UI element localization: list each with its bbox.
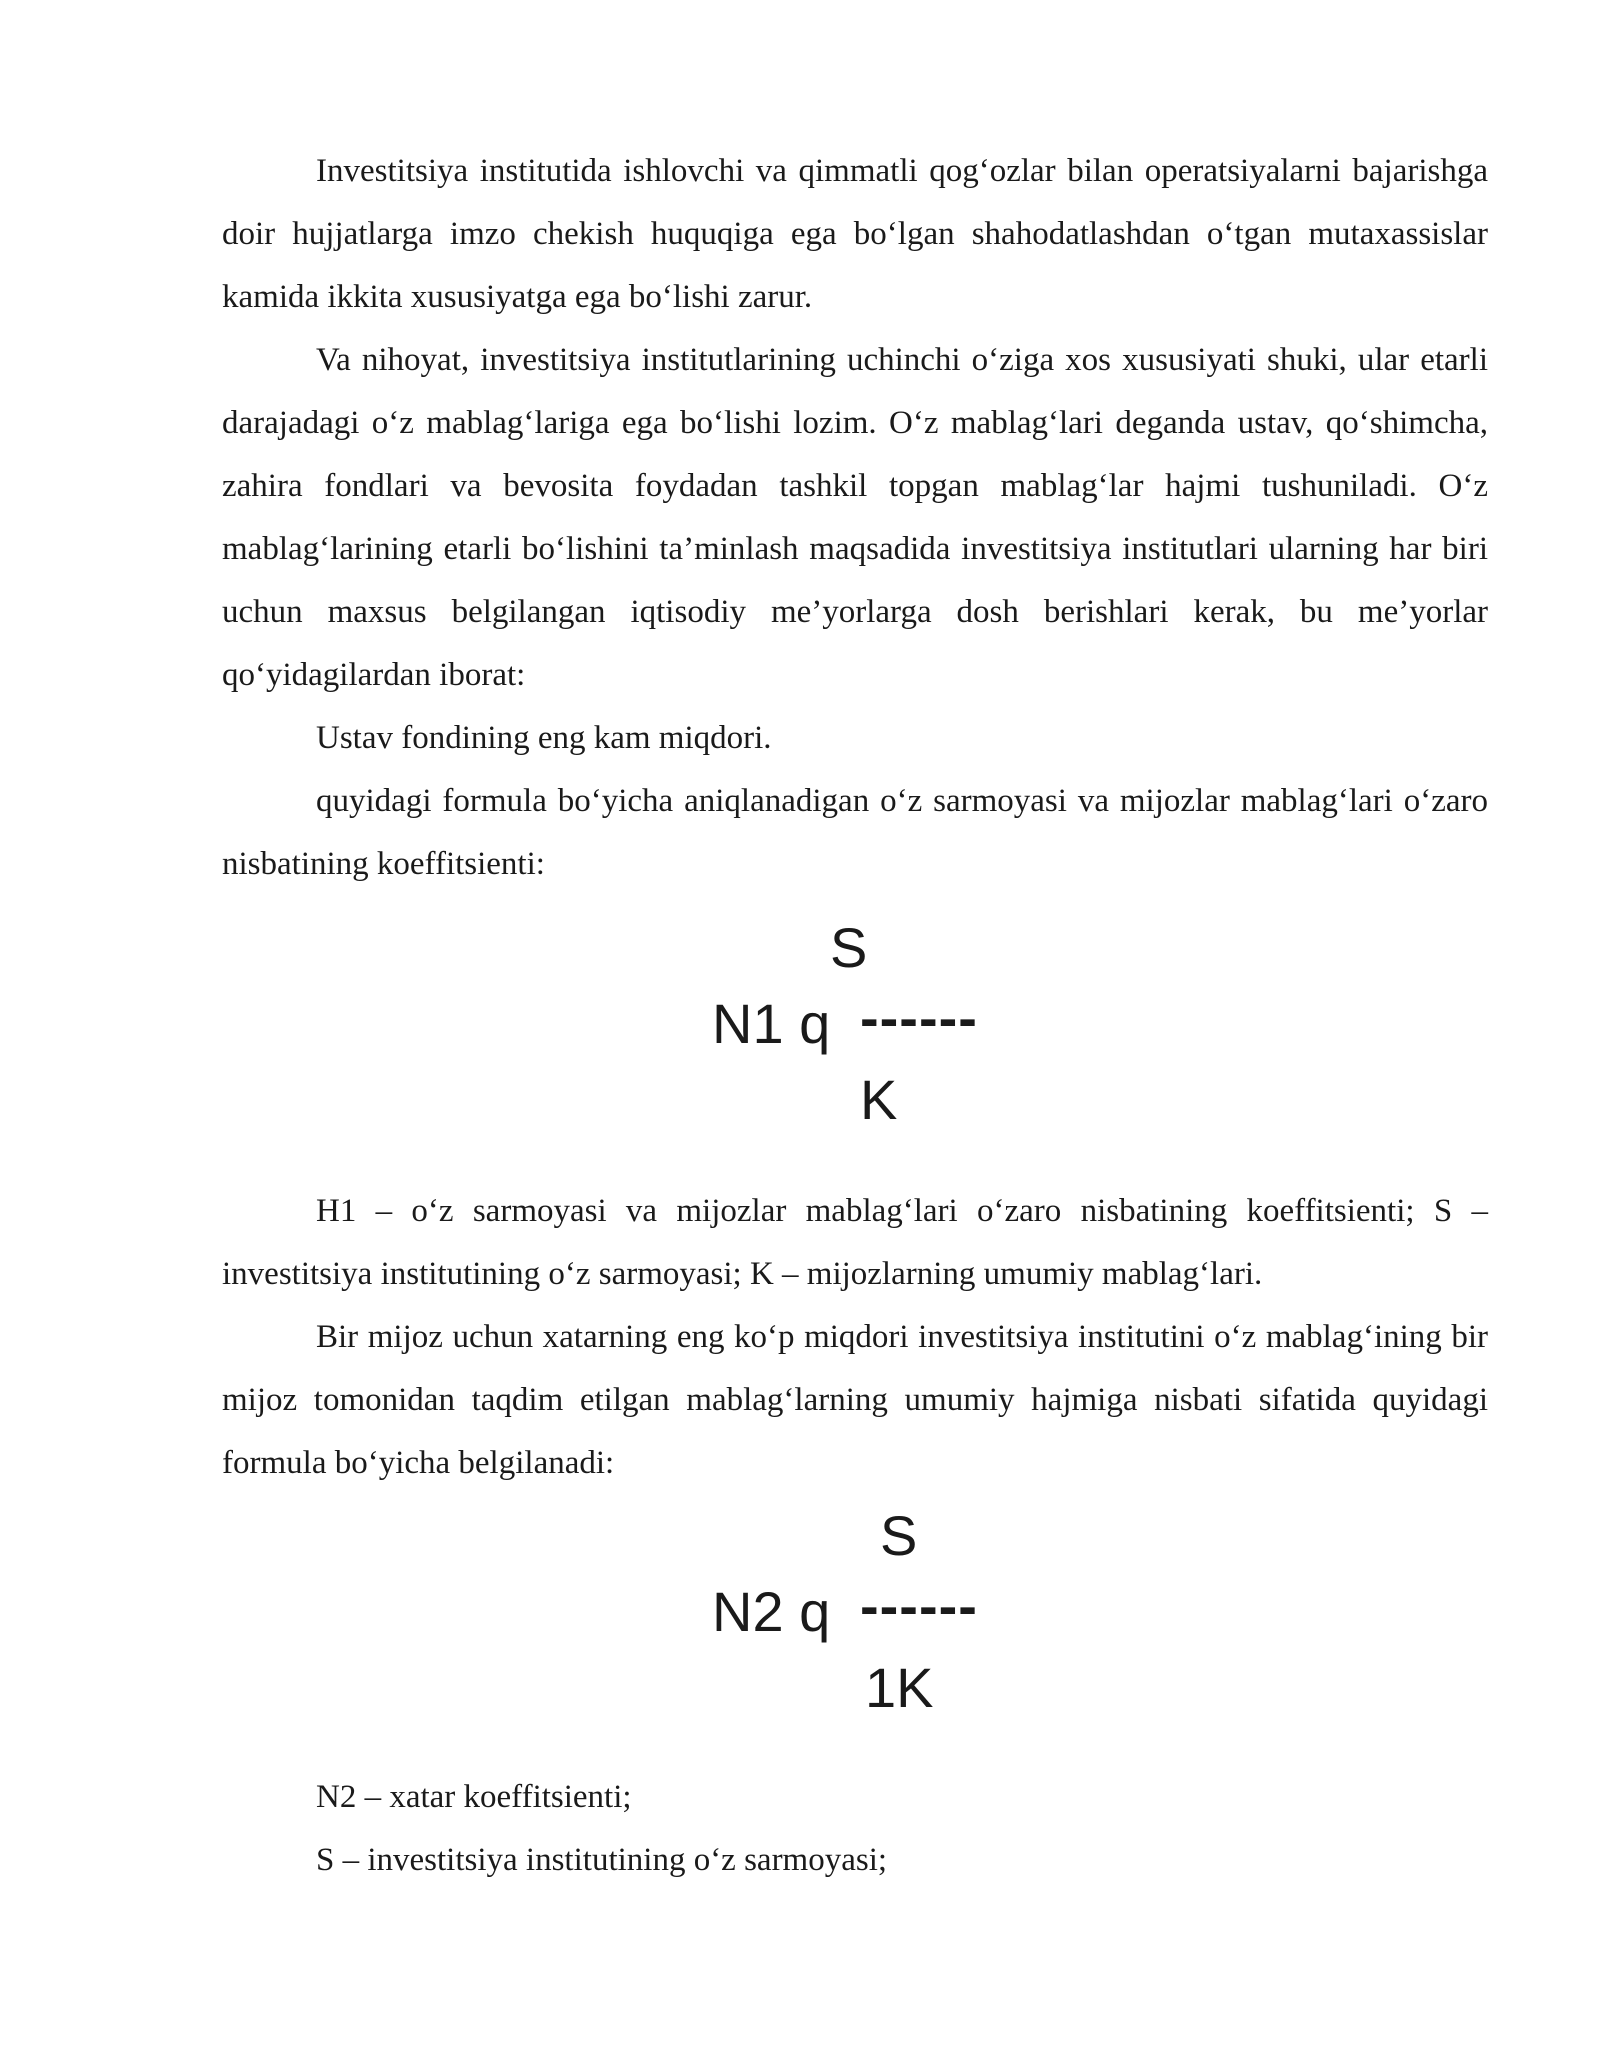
paragraph: Va nihoyat, investitsiya institutlarining uchinchi o‘ziga xos xususiyati shuki, ular etarli darajadagi o‘z mablag‘lariga ega bo‘lishi lozim. O‘z mablag‘lari deganda ustav, qo‘shimcha, zahira fondlari va bevosita foydadan tashkil topgan mablag‘lar hajmi tushuniladi. O‘z mablag‘larining etarli bo‘lishini ta’minlash maqsadida investitsiya institutlari ularning har biri uchun maxsus belgilangan iqtisodiy me’yorlarga dosh berishlari kerak, bu me’yorlar qo‘yidagilardan iborat: bbox=[222, 342, 1488, 693]
text-block-middle bbox=[222, 1180, 1488, 1495]
paragraph: H1 – o‘z sarmoyasi va mijozlar mablag‘lari o‘zaro nisbatining koeffitsienti; S – investitsiya institutining o‘z sarmoyasi; K – mijozlarning umumiy mablag‘lari. bbox=[222, 1193, 1488, 1292]
text-block-top bbox=[222, 140, 1488, 896]
formula-denominator: K bbox=[860, 1068, 898, 1131]
formula-lhs: N2 q bbox=[712, 1580, 831, 1643]
paragraph: quyidagi formula bo‘yicha aniqlanadigan o‘z sarmoyasi va mijozlar mablag‘lari o‘zaro nisbatining koeffitsienti: bbox=[222, 783, 1488, 882]
formula-numerator: S bbox=[830, 916, 868, 979]
formula-denominator: 1K bbox=[865, 1656, 934, 1719]
text-block-bottom bbox=[222, 1766, 1488, 1892]
paragraph: Bir mijoz uchun xatarning eng ko‘p miqdori investitsiya institutini o‘z mablag‘ining bir mijoz tomonidan taqdim etilgan mablag‘larning umumiy hajmiga nisbati sifatida quyidagi formula bo‘yicha belgilanadi: bbox=[222, 1319, 1488, 1481]
paragraph: S – investitsiya institutining o‘z sarmoyasi; bbox=[316, 1842, 888, 1878]
formula-numerator: S bbox=[880, 1504, 918, 1567]
formula-n1 bbox=[700, 912, 1020, 1142]
formula-n2 bbox=[700, 1500, 1020, 1730]
formula-lhs: N1 q bbox=[712, 992, 831, 1055]
paragraph: N2 – xatar koeffitsienti; bbox=[316, 1779, 632, 1815]
formula-fraction-dashes: ------ bbox=[860, 986, 978, 1049]
paragraph: Investitsiya institutida ishlovchi va qimmatli qog‘ozlar bilan operatsiyalarni bajarishga doir hujjatlarga imzo chekish huquqiga ega bo‘lgan shahodatlashdan o‘tgan mutaxassislar kamida ikkita xususiyatga ega bo‘lishi zarur. bbox=[222, 153, 1488, 315]
formula-fraction-dashes: ------ bbox=[860, 1574, 978, 1637]
paragraph: Ustav fondining eng kam miqdori. bbox=[316, 720, 772, 756]
